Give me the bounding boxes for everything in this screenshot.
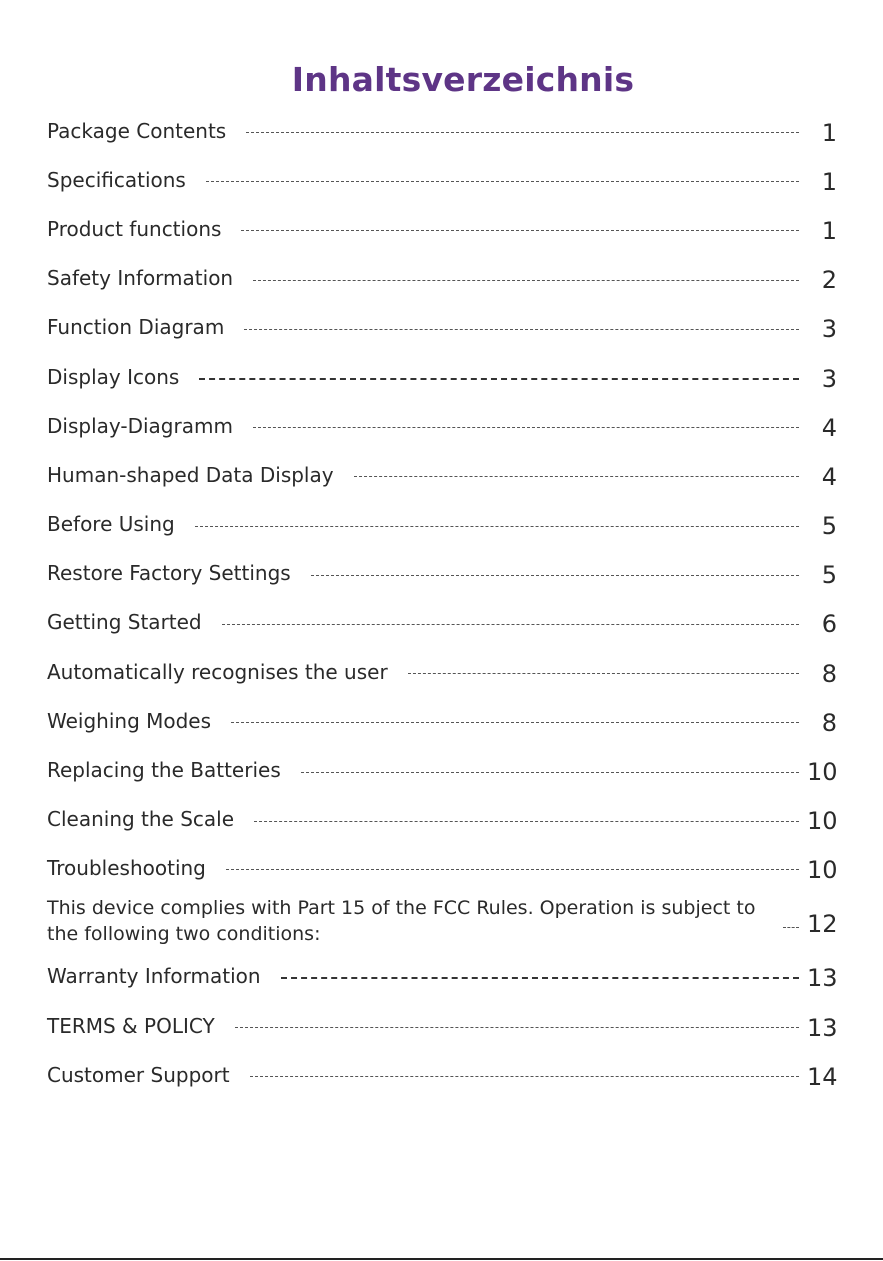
toc-entry-package-contents[interactable] bbox=[47, 106, 837, 155]
toc-entry-page: 12 bbox=[807, 909, 838, 938]
toc-entry-label: Function Diagram bbox=[47, 315, 225, 340]
toc-entry-page: 13 bbox=[807, 1013, 838, 1042]
toc-entry-label: Product functions bbox=[47, 216, 222, 241]
toc-entry-warranty-information[interactable] bbox=[47, 952, 837, 1001]
toc-entry-function-diagram[interactable] bbox=[47, 303, 837, 352]
toc-leader bbox=[235, 1027, 799, 1028]
toc-leader bbox=[408, 673, 799, 674]
toc-leader bbox=[281, 977, 799, 979]
toc-entry-page: 10 bbox=[807, 807, 838, 836]
toc-leader bbox=[311, 575, 799, 576]
toc-entry-page: 4 bbox=[821, 462, 837, 491]
toc-entry-human-shaped-data-display[interactable] bbox=[47, 450, 837, 499]
toc-entry-page: 6 bbox=[821, 610, 837, 639]
toc-entry-label: Display-Diagramm bbox=[47, 413, 233, 438]
toc-entry-page: 1 bbox=[821, 118, 837, 147]
page-title: Inhaltsverzeichnis bbox=[291, 60, 635, 100]
toc-entry-restore-factory-settings[interactable] bbox=[47, 549, 837, 598]
toc-entry-label: Human-shaped Data Display bbox=[47, 462, 334, 487]
toc-entry-troubleshooting[interactable] bbox=[47, 844, 837, 892]
toc-leader bbox=[226, 869, 799, 870]
toc-entry-label: Package Contents bbox=[47, 118, 227, 143]
toc-entry-cleaning-scale[interactable] bbox=[47, 795, 837, 844]
toc-entry-label: Customer Support bbox=[47, 1062, 230, 1087]
toc-leader bbox=[222, 624, 799, 625]
toc-entry-product-functions[interactable] bbox=[47, 204, 837, 253]
toc-entry-page: 3 bbox=[821, 364, 837, 393]
toc-leader bbox=[231, 722, 799, 723]
toc-entry-fcc-compliance[interactable] bbox=[47, 892, 837, 952]
toc-entry-page: 10 bbox=[807, 855, 838, 884]
toc-leader bbox=[244, 329, 799, 330]
toc-entry-customer-support[interactable] bbox=[47, 1050, 837, 1099]
toc-entry-label: Display Icons bbox=[47, 364, 180, 389]
toc-entry-label: Before Using bbox=[47, 512, 175, 537]
toc-leader bbox=[241, 230, 799, 231]
toc-entry-page: 4 bbox=[821, 413, 837, 442]
toc-entry-label: Restore Factory Settings bbox=[47, 561, 291, 586]
toc-entry-page: 14 bbox=[807, 1062, 838, 1091]
toc-entry-page: 5 bbox=[821, 561, 837, 590]
toc-entry-page: 1 bbox=[821, 167, 837, 196]
toc-leader bbox=[354, 476, 799, 477]
toc-leader bbox=[250, 1076, 799, 1077]
toc-entry-page: 5 bbox=[821, 512, 837, 541]
toc-leader bbox=[254, 821, 799, 822]
toc-entry-getting-started[interactable] bbox=[47, 598, 837, 647]
toc-entry-label: Cleaning the Scale bbox=[47, 807, 235, 832]
toc-leader bbox=[199, 378, 799, 380]
toc-entry-label: Warranty Information bbox=[47, 964, 261, 989]
toc-entry-page: 1 bbox=[821, 216, 837, 245]
toc-leader bbox=[206, 181, 799, 182]
toc-entry-page: 8 bbox=[821, 659, 837, 688]
table-of-contents bbox=[47, 106, 837, 1099]
toc-leader bbox=[195, 526, 799, 527]
toc-entry-label: Automatically recognises the user bbox=[47, 659, 388, 684]
toc-leader bbox=[301, 772, 799, 773]
toc-leader bbox=[253, 280, 799, 281]
toc-entry-label: Specifications bbox=[47, 167, 186, 192]
toc-entry-page: 3 bbox=[821, 315, 837, 344]
toc-entry-label: TERMS & POLICY bbox=[47, 1013, 215, 1038]
toc-entry-label: Troubleshooting bbox=[47, 855, 206, 880]
toc-entry-label: Safety Information bbox=[47, 266, 234, 291]
toc-entry-label: This device complies with Part 15 of the FCC Rules. Operation is subject to the following two conditions: bbox=[47, 897, 756, 945]
bottom-divider bbox=[0, 1258, 883, 1260]
toc-entry-page: 8 bbox=[821, 708, 837, 737]
toc-entry-label: Weighing Modes bbox=[47, 708, 212, 733]
toc-entry-specifications[interactable] bbox=[47, 155, 837, 204]
toc-entry-label: Replacing the Batteries bbox=[47, 758, 281, 783]
toc-entry-replacing-batteries[interactable] bbox=[47, 745, 837, 794]
toc-entry-display-icons[interactable] bbox=[47, 352, 837, 401]
toc-leader bbox=[253, 427, 799, 428]
toc-entry-page: 10 bbox=[807, 758, 838, 787]
toc-entry-display-diagramm[interactable] bbox=[47, 401, 837, 450]
toc-leader bbox=[783, 927, 799, 928]
toc-entry-page: 13 bbox=[807, 964, 838, 993]
toc-entry-automatically-recognises-user[interactable] bbox=[47, 647, 837, 696]
toc-leader bbox=[246, 132, 799, 133]
toc-entry-safety-information[interactable] bbox=[47, 254, 837, 303]
toc-entry-terms-policy[interactable] bbox=[47, 1001, 837, 1050]
toc-entry-label: Getting Started bbox=[47, 610, 202, 635]
toc-entry-weighing-modes[interactable] bbox=[47, 696, 837, 745]
toc-entry-before-using[interactable] bbox=[47, 500, 837, 549]
toc-entry-page: 2 bbox=[821, 266, 837, 295]
